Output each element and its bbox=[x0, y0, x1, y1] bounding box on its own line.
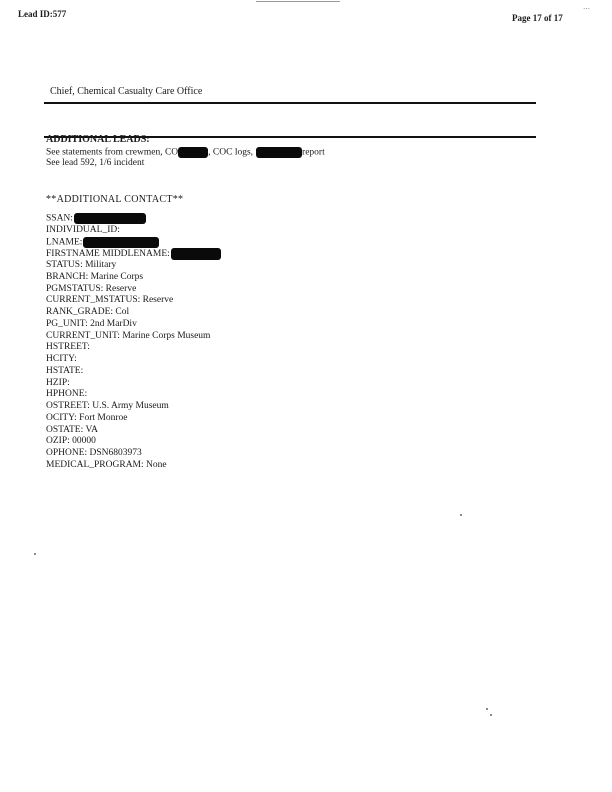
field-hstreet: HSTREET: bbox=[46, 342, 90, 353]
field-status: STATUS: Military bbox=[46, 260, 117, 270]
leads-text-c: report bbox=[302, 147, 325, 158]
field-pgmstatus: PGMSTATUS: Reserve bbox=[46, 283, 137, 294]
redaction-block bbox=[74, 213, 146, 224]
field-hstate: HSTATE: bbox=[46, 365, 84, 376]
field-hcity: HCITY: bbox=[46, 354, 77, 364]
office-name: Chief, Chemical Casualty Care Office bbox=[50, 86, 203, 97]
scan-edge-line bbox=[256, 1, 340, 2]
leads-text-a: See statements from crewmen, CO bbox=[46, 147, 179, 158]
additional-leads-line-1 bbox=[46, 147, 325, 158]
page-number: Page 17 of 17 bbox=[512, 13, 563, 23]
field-ssan: SSAN: bbox=[46, 213, 221, 225]
field-hzip: HZIP: bbox=[46, 377, 70, 388]
field-firstname: FIRSTNAME MIDDLENAME: bbox=[46, 248, 221, 260]
additional-leads-line-2: See lead 592, 1/6 incident bbox=[46, 158, 145, 168]
field-individual-id: INDIVIDUAL_ID: bbox=[46, 224, 120, 235]
field-medical-program: MEDICAL_PROGRAM: None bbox=[46, 459, 167, 470]
field-ostreet: OSTREET: U.S. Army Museum bbox=[46, 401, 169, 411]
scan-speck bbox=[486, 708, 488, 710]
field-lname: LNAME: bbox=[46, 237, 221, 249]
field-ozip: OZIP: 00000 bbox=[46, 436, 96, 447]
corner-mark: … bbox=[583, 3, 590, 11]
field-ocity: OCITY: Fort Monroe bbox=[46, 412, 128, 423]
scan-speck bbox=[490, 714, 492, 716]
field-pg-unit: PG_UNIT: 2nd MarDiv bbox=[46, 318, 137, 329]
field-ostate: OSTATE: VA bbox=[46, 424, 98, 435]
scan-speck bbox=[460, 514, 462, 516]
field-current-mstatus: CURRENT_MSTATUS: Reserve bbox=[46, 295, 174, 306]
redaction-block bbox=[178, 147, 208, 158]
additional-leads-heading: ADDITIONAL LEADS: bbox=[46, 134, 150, 145]
redaction-block bbox=[83, 237, 159, 248]
scan-speck bbox=[34, 553, 36, 555]
field-current-unit: CURRENT_UNIT: Marine Corps Museum bbox=[46, 330, 211, 341]
contact-fields bbox=[46, 213, 221, 472]
redaction-block bbox=[171, 248, 221, 260]
field-hphone: HPHONE: bbox=[46, 389, 88, 400]
redaction-block bbox=[256, 147, 302, 158]
header-rule bbox=[44, 102, 536, 104]
additional-contact-heading: **ADDITIONAL CONTACT** bbox=[46, 194, 184, 205]
leads-text-b: , COC logs, bbox=[208, 147, 254, 158]
field-branch: BRANCH: Marine Corps bbox=[46, 271, 144, 282]
field-rank-grade: RANK_GRADE: Col bbox=[46, 307, 130, 317]
field-ophone: OPHONE: DSN6803973 bbox=[46, 448, 142, 458]
lead-id: Lead ID:577 bbox=[18, 9, 67, 19]
